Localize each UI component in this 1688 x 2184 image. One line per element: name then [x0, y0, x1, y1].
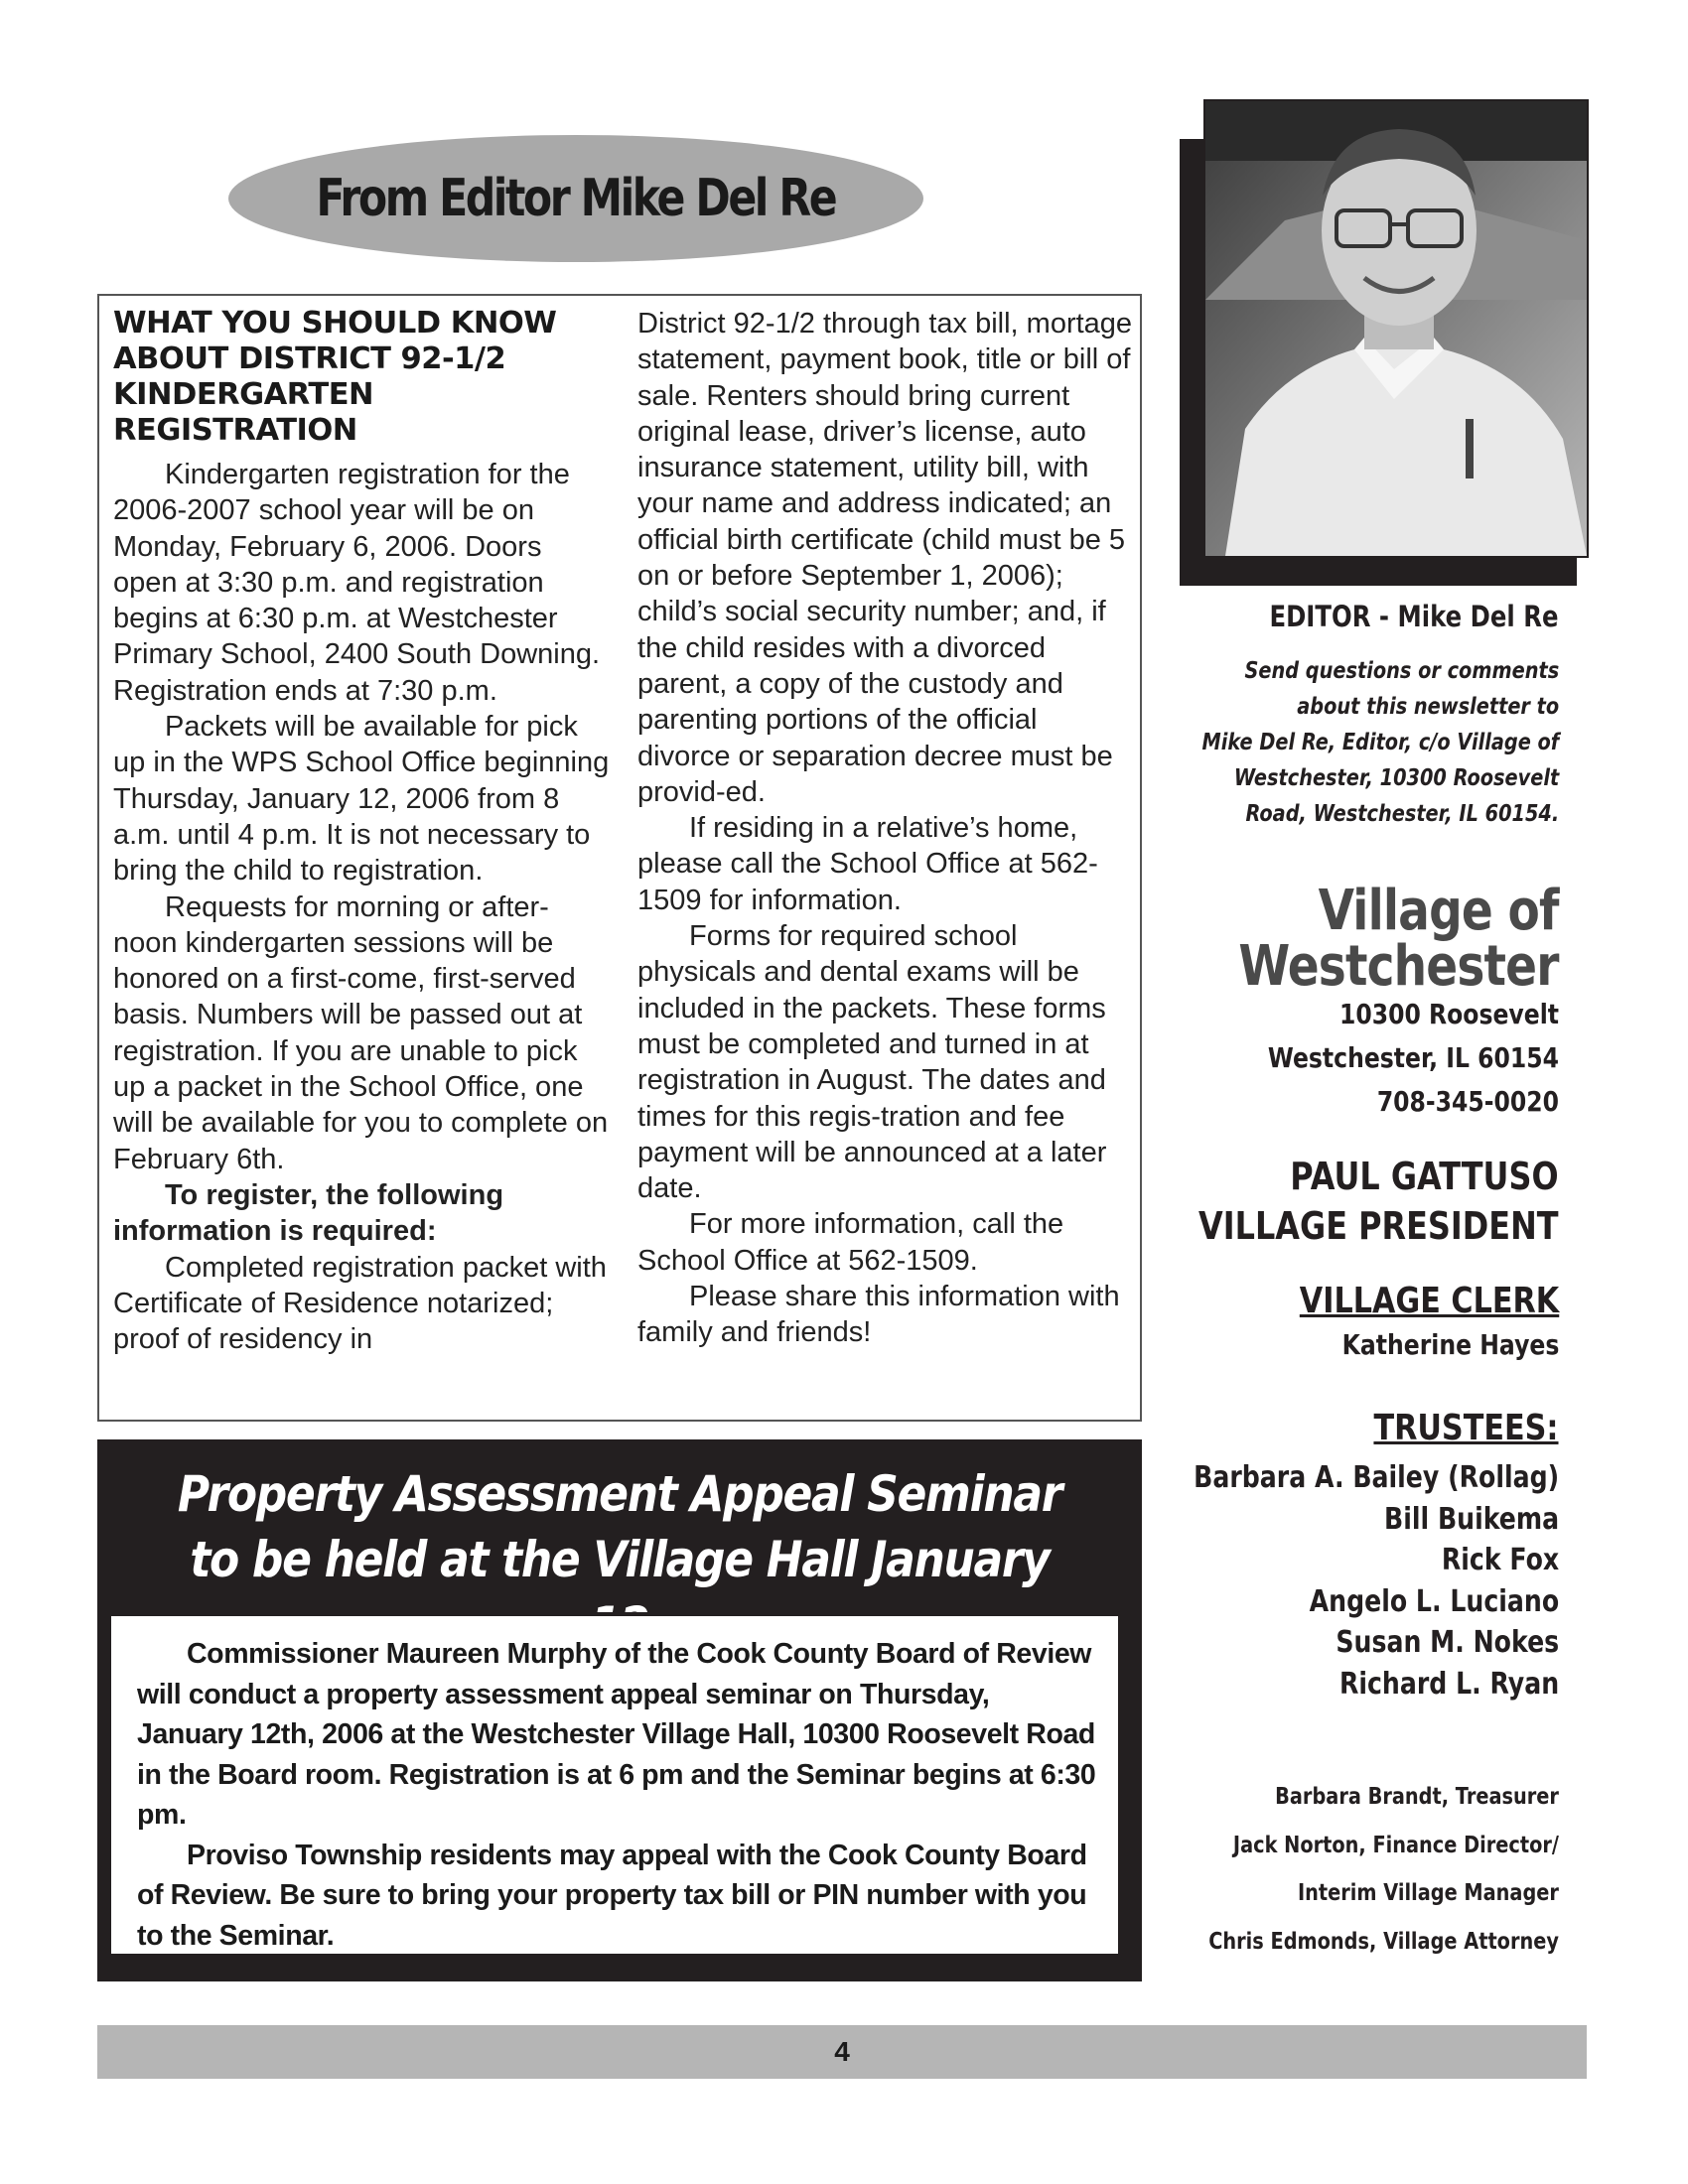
editor-portrait-image	[1205, 101, 1587, 556]
village-phone: 708-345-0020	[1376, 1085, 1559, 1118]
article-paragraph: For more information, call the School Office at 562-1509.	[637, 1208, 1064, 1277]
village-president: PAUL GATTUSO VILLAGE PRESIDENT	[1198, 1155, 1559, 1248]
trustees-list	[1194, 1457, 1559, 1705]
seminar-box	[97, 1439, 1142, 1981]
clerk-heading: VILLAGE CLERK	[1299, 1281, 1559, 1321]
officer-entry: Interim Village Manager	[1298, 1880, 1559, 1906]
page-footer	[97, 2025, 1587, 2079]
article-paragraph: Completed registration packet with Certificate of Residence notarized; proof of residency in	[113, 1251, 607, 1356]
officers-list	[1208, 1773, 1559, 1966]
article-paragraph: Requests for morning or after-noon kindergarten sessions will be honored on a first-come, first-served basis. Numbers will be passed out at registration. If you are unable to pick up a packet in the School Office, one will be available for you to complete on February 6th.	[113, 890, 609, 1175]
editor-label: EDITOR - Mike Del Re	[1269, 600, 1559, 633]
seminar-paragraph: Commissioner Maureen Murphy of the Cook County Board of Review will conduct a property assessment appeal seminar on Thursday, January 12th, 2006 at the Westchester Village Hall, 10300 Roosevelt Road in the Board room. Registration is at 6 pm and the Seminar begins at 6:30 pm.	[137, 1638, 1096, 1831]
article-paragraph: Packets will be available for pick up in the WPS School Office beginning Thursday, January 12, 2006 from 8 a.m. until 4 p.m. It is not necessary to bring the child to registration.	[113, 711, 610, 887]
page-number: 4	[834, 2036, 850, 2067]
article-column-1	[113, 306, 610, 1357]
clerk-name: Katherine Hayes	[1341, 1328, 1559, 1361]
officer-entry: Jack Norton, Finance Director/	[1232, 1832, 1559, 1858]
article-paragraph: Please share this information with family and friends!	[637, 1281, 1120, 1349]
banner-title: From Editor Mike Del Re	[316, 169, 836, 228]
village-name: Village of Westchester	[1238, 879, 1559, 999]
article-heading: WHAT YOU SHOULD KNOW ABOUT DISTRICT 92-1/2 KINDERGARTEN REGISTRATION	[113, 306, 557, 448]
seminar-title: Property Assessment Appeal Seminar to be held at the Village Hall January	[177, 1465, 1062, 1588]
article-paragraph: Forms for required school physicals and dental exams will be included in the packets. These forms must be completed and turned in at registration in August. The dates and times for this regis-tration and fee payment will be announced at a later date.	[637, 920, 1107, 1205]
seminar-body	[107, 1612, 1122, 1958]
trustee-name: Bill Buikema	[1383, 1501, 1559, 1537]
kindergarten-article	[97, 294, 1142, 1422]
editor-contact-note: Send questions or comments about this newsletter to Mike Del Re, Editor, c/o Village of Westchester, 10300 Roosevelt Road, Westchester, IL 60154.	[1201, 658, 1559, 827]
seminar-paragraph: Proviso Township residents may appeal with the Cook County Board of Review. Be sure to bring your property tax bill or PIN number with you to the Seminar.	[137, 1839, 1087, 1952]
article-paragraph: District 92-1/2 through tax bill, mortage statement, payment book, title or bill of sale. Renters should bring current original lease, driver’s license, auto insurance statement, utility bill, with your name and address indicated; an official birth certificate (child must be 5 on or before September 1, 2006); child’s social security number; and, if the child resides with a divorced parent, a copy of the custody and parenting portions of the official divorce or separation decree must be provid-ed.	[637, 308, 1133, 808]
trustee-name: Barbara A. Bailey (Rollag)	[1193, 1460, 1559, 1495]
editor-banner	[228, 135, 923, 262]
officer-entry: Barbara Brandt, Treasurer	[1275, 1784, 1559, 1810]
trustee-name: Rick Fox	[1441, 1543, 1559, 1577]
trustee-name: Susan M. Nokes	[1336, 1625, 1559, 1660]
article-paragraph: If residing in a relative’s home, please call the School Office at 562-1509 for information.	[637, 812, 1098, 916]
trustee-name: Richard L. Ryan	[1338, 1666, 1559, 1702]
officer-entry: Chris Edmonds, Village Attorney	[1208, 1928, 1559, 1955]
trustees-heading: TRUSTEES:	[1373, 1408, 1559, 1448]
trustee-name: Angelo L. Luciano	[1309, 1583, 1559, 1619]
editor-photo	[1203, 99, 1589, 558]
village-address: 10300 Roosevelt Westchester, IL 60154 708-345-0020	[1268, 993, 1559, 1124]
article-paragraph: Kindergarten registration for the 2006-2007 school year will be on Monday, February 6, 2006. Doors open at 3:30 p.m. and registration begins at 6:30 p.m. at Westchester Primary School, 2400 South Downing. Registration ends at 7:30 p.m.	[113, 459, 601, 707]
article-requirements-lead: To register, the following information is required:	[113, 1178, 504, 1248]
article-column-2	[637, 306, 1134, 1351]
